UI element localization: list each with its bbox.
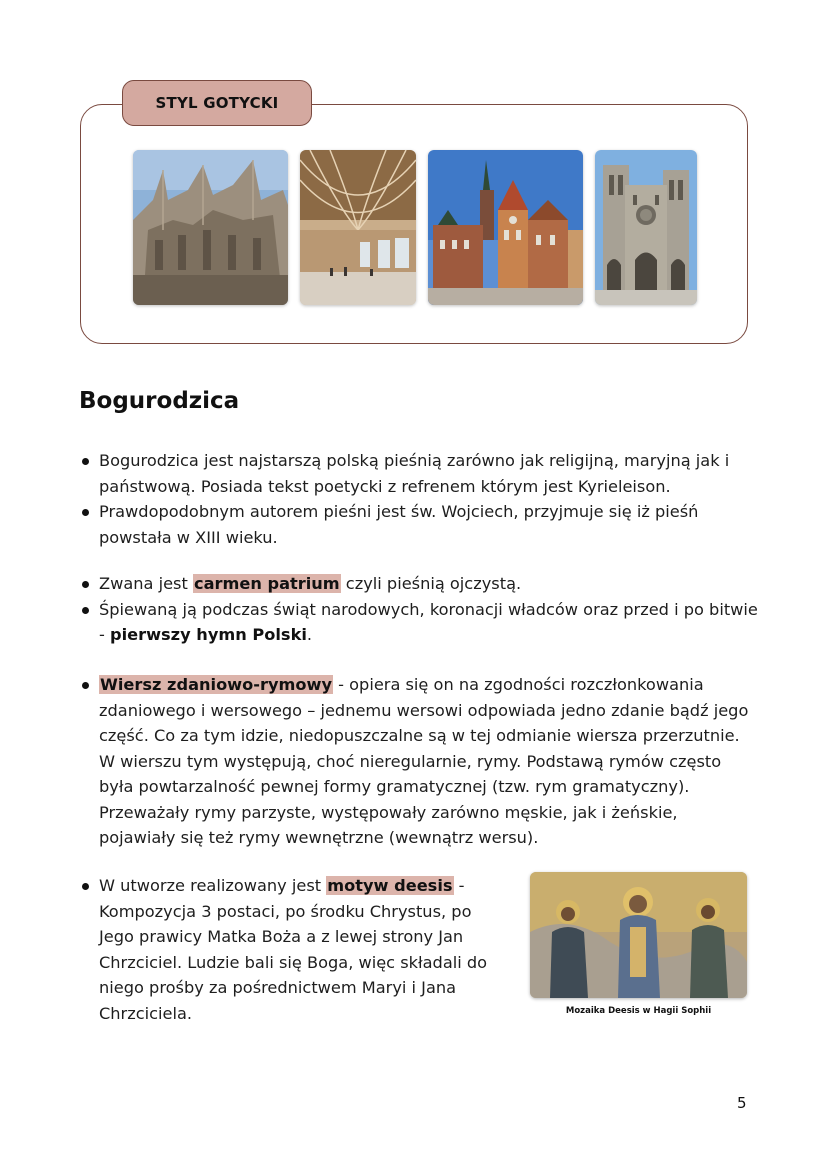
bullet-text: Zwana jest xyxy=(99,574,193,593)
section-tab-title: STYL GOTYCKI xyxy=(122,80,312,126)
list-item xyxy=(79,672,759,851)
bullet-text: - Kompozycja 3 postaci, po środku Chrystus, po Jego prawicy Matka Boża a z lewej strony Jan Chrzciciel. Ludzie bali się Boga, więc składali do niego prośby za pośrednictwem Maryi i Jana Chrzciciela. xyxy=(99,876,488,1023)
vaulted-hall-interior-image xyxy=(300,150,416,305)
bullet-group-3 xyxy=(79,672,759,851)
bold-term: pierwszy hymn Polski xyxy=(110,625,307,644)
page-title: Bogurodzica xyxy=(79,388,240,414)
amiens-cathedral-facade-image xyxy=(595,150,697,305)
bullet-text: W utworze realizowany jest xyxy=(99,876,327,895)
figure-caption: Mozaika Deesis w Hagii Sophii xyxy=(565,1006,712,1016)
bullet-text: czyli pieśnią ojczystą. xyxy=(340,574,522,593)
bullet-group-4 xyxy=(79,873,499,1026)
wroclaw-town-hall-image xyxy=(428,150,583,305)
list-item xyxy=(79,448,759,499)
bullet-text: - opiera się on na zgodności rozczłonkowania zdaniowego i wersowego – jednemu wersowi odpowiada jedno zdanie bądź jego część. Co za tym idzie, niedopuszczalne są w tej odmianie wiersza przerzutnie. W wierszu tym występują, choć nieregularnie, rymy. Podstawą rymów często była powtarzalność pewnej formy gramatycznej (tzw. rym gramatyczny). Przeważały rymy parzyste, występowały zarówno męskie, jak i żeńskie, pojawiały się też rymy wewnętrzne (wewnątrz wersu). xyxy=(99,675,749,847)
list-item xyxy=(79,597,759,648)
bullet-text: Śpiewaną ją podczas świąt narodowych, koronacji władców oraz przed i po bitwie - xyxy=(99,599,758,644)
gothic-cathedral-apse-image xyxy=(133,150,288,305)
bullet-text: Bogurodzica jest najstarszą polską pieśnią zarówno jak religijną, maryjną jak i państwową. Posiada tekst poetycki z refrenem którym jest Kyrieleison. xyxy=(99,451,730,496)
highlighted-term: motyw deesis xyxy=(327,876,453,895)
page-number: 5 xyxy=(737,1094,747,1112)
bullet-text: Prawdopodobnym autorem pieśni jest św. Wojciech, przyjmuje się iż pieśń powstała w XIII wieku. xyxy=(99,502,699,547)
bullet-group-2 xyxy=(79,571,759,648)
highlighted-term: carmen patrium xyxy=(193,574,340,593)
bullet-group-1 xyxy=(79,448,759,550)
bullet-text: . xyxy=(306,625,313,644)
list-item xyxy=(79,571,759,597)
list-item xyxy=(79,873,499,1026)
deesis-mosaic-image xyxy=(530,872,747,998)
highlighted-term: Wiersz zdaniowo-rymowy xyxy=(100,675,333,694)
list-item xyxy=(79,499,759,550)
